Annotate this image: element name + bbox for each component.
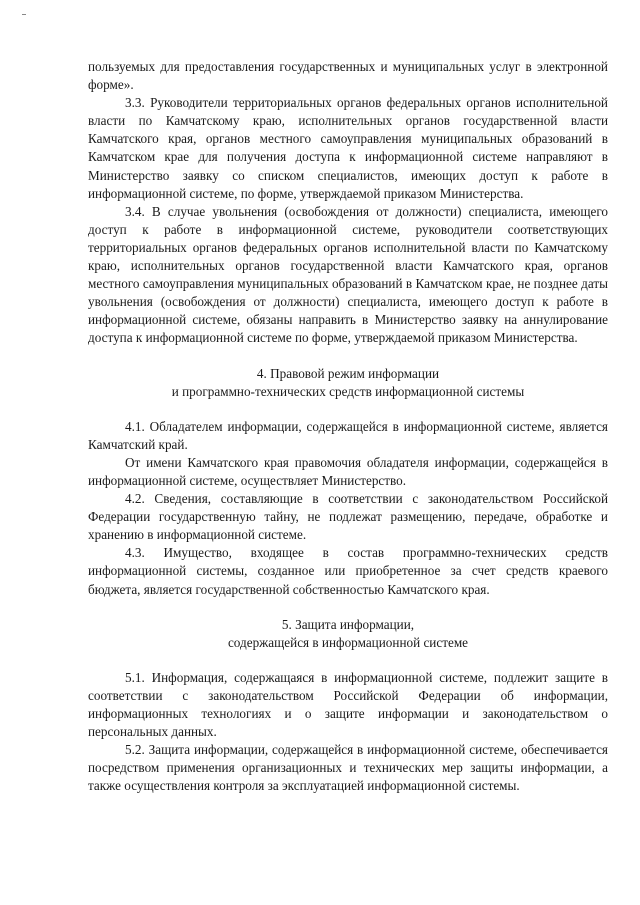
paragraph-3-3: 3.3. Руководители территориальных органов федеральных органов исполнительной власти по Камчатскому краю, исполнительных органов государственной власти Камчатского края, органов местного самоуправления муниципальных образований в Камчатском крае для получения доступа к информационной системе направляют в Министерство заявку со списком специалистов, имеющих доступ к работе в информационной системе, по форме, утверждаемой приказом Министерства. xyxy=(88,95,608,201)
paragraph-3-4: 3.4. В случае увольнения (освобождения от должности) специалиста, имеющего доступ к работе в информационной системе, руководители соответствующих территориальных органов федеральных органов исполнительной власти по Камчатскому краю, исполнительных органов государственной власти Камчатского края, органов местного самоуправления муниципальных образований в Камчатском крае, не позднее даты увольнения (освобождения от должности) специалиста, имеющего доступ к работе в информационной системе, обязаны направить в Министерство заявку на аннулирование доступа к информационной системе по форме, утверждаемой приказом Министерства. xyxy=(88,203,608,346)
section-5-heading xyxy=(88,616,608,652)
section-4-title-line2: и программно-технических средств информационной системы xyxy=(171,383,525,399)
section-4-title-line1: 4. Правовой режим информации xyxy=(256,365,440,381)
paragraph-4-1: 4.1. Обладателем информации, содержащейся в информационной системе, является Камчатский край. xyxy=(88,418,608,452)
intro-fragment: пользуемых для предоставления государственных и муниципальных услуг в электронной форме». xyxy=(88,59,608,93)
paragraph-4-3: 4.3. Имущество, входящее в состав программно-технических средств информационной системы, созданное или приобретенное за счет средств краевого бюджета, является государственной собственностью Камчатского края. xyxy=(88,545,608,597)
scan-mark xyxy=(22,14,26,15)
section-5-title-line2: содержащейся в информационной системе xyxy=(227,634,469,650)
paragraph-4-2: 4.2. Сведения, составляющие в соответствии с законодательством Российской Федерации государственную тайну, не подлежат размещению, передаче, обработке и хранению в информационной системе. xyxy=(88,491,608,543)
section-5-title-line1: 5. Защита информации, xyxy=(281,616,415,632)
paragraph-4-1-continued: От имени Камчатского края правомочия обладателя информации, содержащейся в информационной системе, осуществляет Министерство. xyxy=(88,454,608,488)
section-4-heading xyxy=(88,365,608,401)
paragraph-5-2: 5.2. Защита информации, содержащейся в информационной системе, обеспечивается посредством применения организационных и технических мер защиты информации, а также осуществления контроля за эксплуатацией информационной системы. xyxy=(88,742,608,794)
paragraph-5-1: 5.1. Информация, содержащаяся в информационной системе, подлежит защите в соответствии с законодательством Российской Федерации об информации, информационных технологиях и о защите информации и законодательством о персональных данных. xyxy=(88,669,608,740)
document-body xyxy=(88,58,608,795)
